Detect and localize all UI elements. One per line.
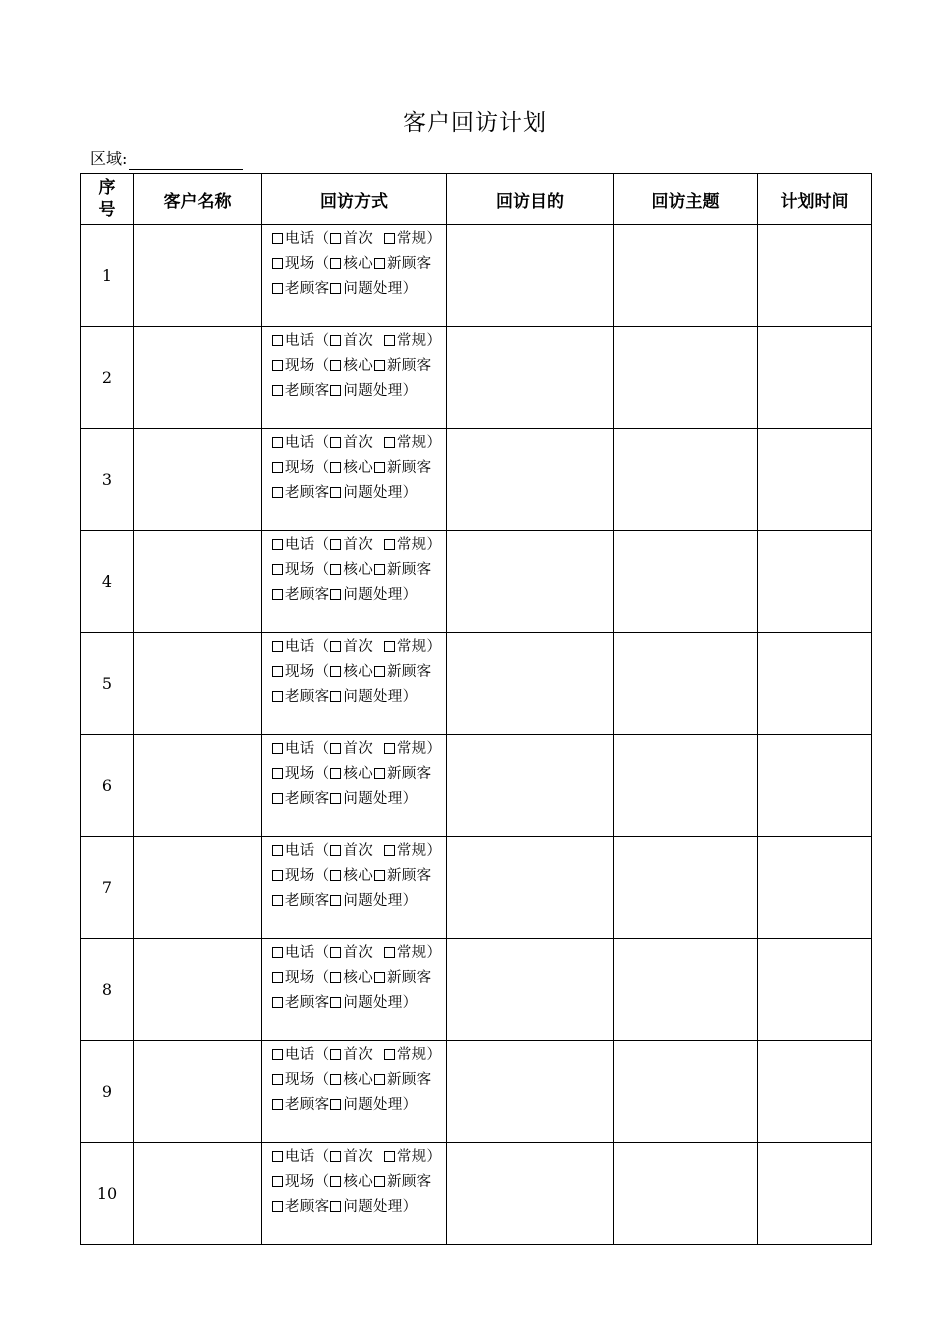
checkbox-onsite[interactable] xyxy=(272,972,283,983)
option-issue-handling: 问题处理 xyxy=(343,383,403,399)
page-title: 客户回访计划 xyxy=(403,110,547,136)
checkbox-onsite[interactable] xyxy=(272,870,283,881)
option-first-time: 首次 xyxy=(343,843,374,859)
cell-seq: 9 xyxy=(81,1041,134,1143)
option-phone: 电话 xyxy=(285,945,315,961)
cell-plan-time[interactable] xyxy=(758,225,872,327)
cell-plan-time[interactable] xyxy=(758,531,872,633)
option-phone: 电话 xyxy=(285,843,315,859)
cell-visit-method: 电话（ 首次 常规）现场（ 核心 新顾客老顾客 问题处理） xyxy=(262,837,447,939)
checkbox-old-customer[interactable] xyxy=(272,487,283,498)
checkbox-issue-handling[interactable] xyxy=(330,691,341,702)
checkbox-old-customer[interactable] xyxy=(272,895,283,906)
option-issue-handling: 问题处理 xyxy=(343,485,403,501)
checkbox-regular[interactable] xyxy=(384,1151,395,1162)
cell-plan-time[interactable] xyxy=(758,1041,872,1143)
checkbox-old-customer[interactable] xyxy=(272,283,283,294)
cell-plan-time[interactable] xyxy=(758,939,872,1041)
cell-plan-time[interactable] xyxy=(758,429,872,531)
cell-customer-name[interactable] xyxy=(134,1041,262,1143)
checkbox-onsite[interactable] xyxy=(272,258,283,269)
cell-visit-method: 电话（ 首次 常规）现场（ 核心 新顾客老顾客 问题处理） xyxy=(262,939,447,1041)
option-regular: 常规 xyxy=(396,231,427,247)
checkbox-phone[interactable] xyxy=(272,539,283,550)
cell-visit-topic[interactable] xyxy=(614,735,758,837)
option-new-customer: 新顾客 xyxy=(387,868,432,884)
checkbox-first-time[interactable] xyxy=(330,743,341,754)
checkbox-regular[interactable] xyxy=(384,845,395,856)
option-issue-handling: 问题处理 xyxy=(343,791,403,807)
cell-visit-purpose[interactable] xyxy=(447,429,614,531)
checkbox-new-customer[interactable] xyxy=(374,870,385,881)
checkbox-phone[interactable] xyxy=(272,437,283,448)
cell-visit-topic[interactable] xyxy=(614,225,758,327)
region-label: 区域: xyxy=(90,149,128,168)
cell-seq: 5 xyxy=(81,633,134,735)
checkbox-phone[interactable] xyxy=(272,335,283,346)
checkbox-regular[interactable] xyxy=(384,539,395,550)
cell-seq: 10 xyxy=(81,1143,134,1245)
option-core: 核心 xyxy=(343,766,374,782)
table-row xyxy=(81,735,872,837)
checkbox-core[interactable] xyxy=(330,972,341,983)
checkbox-new-customer[interactable] xyxy=(374,768,385,779)
cell-visit-purpose[interactable] xyxy=(447,225,614,327)
option-new-customer: 新顾客 xyxy=(387,256,432,272)
option-issue-handling: 问题处理 xyxy=(343,281,403,297)
option-first-time: 首次 xyxy=(343,741,374,757)
option-core: 核心 xyxy=(343,256,374,272)
checkbox-core[interactable] xyxy=(330,870,341,881)
checkbox-phone[interactable] xyxy=(272,845,283,856)
checkbox-onsite[interactable] xyxy=(272,564,283,575)
option-onsite: 现场 xyxy=(285,562,315,578)
option-regular: 常规 xyxy=(396,1047,427,1063)
option-issue-handling: 问题处理 xyxy=(343,893,403,909)
cell-plan-time[interactable] xyxy=(758,837,872,939)
cell-customer-name[interactable] xyxy=(134,327,262,429)
table-body xyxy=(81,225,872,1245)
cell-seq: 4 xyxy=(81,531,134,633)
cell-seq: 7 xyxy=(81,837,134,939)
cell-visit-topic[interactable] xyxy=(614,1041,758,1143)
cell-visit-topic[interactable] xyxy=(614,633,758,735)
option-regular: 常规 xyxy=(396,741,427,757)
cell-seq: 6 xyxy=(81,735,134,837)
checkbox-new-customer[interactable] xyxy=(374,360,385,371)
checkbox-issue-handling[interactable] xyxy=(330,283,341,294)
option-first-time: 首次 xyxy=(343,945,374,961)
option-old-customer: 老顾客 xyxy=(285,995,330,1011)
option-issue-handling: 问题处理 xyxy=(343,995,403,1011)
cell-visit-purpose[interactable] xyxy=(447,1143,614,1245)
cell-customer-name[interactable] xyxy=(134,837,262,939)
checkbox-new-customer[interactable] xyxy=(374,564,385,575)
option-old-customer: 老顾客 xyxy=(285,587,330,603)
option-issue-handling: 问题处理 xyxy=(343,1199,403,1215)
checkbox-regular[interactable] xyxy=(384,947,395,958)
cell-visit-purpose[interactable] xyxy=(447,735,614,837)
option-onsite: 现场 xyxy=(285,256,315,272)
checkbox-issue-handling[interactable] xyxy=(330,793,341,804)
table-row xyxy=(81,1143,872,1245)
option-regular: 常规 xyxy=(396,843,427,859)
cell-visit-purpose[interactable] xyxy=(447,327,614,429)
checkbox-issue-handling[interactable] xyxy=(330,589,341,600)
option-old-customer: 老顾客 xyxy=(285,893,330,909)
option-first-time: 首次 xyxy=(343,231,374,247)
checkbox-new-customer[interactable] xyxy=(374,258,385,269)
checkbox-core[interactable] xyxy=(330,1176,341,1187)
option-issue-handling: 问题处理 xyxy=(343,689,403,705)
cell-plan-time[interactable] xyxy=(758,633,872,735)
checkbox-phone[interactable] xyxy=(272,1151,283,1162)
option-phone: 电话 xyxy=(285,639,315,655)
table-row xyxy=(81,633,872,735)
checkbox-issue-handling[interactable] xyxy=(330,895,341,906)
option-core: 核心 xyxy=(343,970,374,986)
cell-visit-method: 电话（ 首次 常规）现场（ 核心 新顾客老顾客 问题处理） xyxy=(262,225,447,327)
option-first-time: 首次 xyxy=(343,1149,374,1165)
option-phone: 电话 xyxy=(285,537,315,553)
checkbox-regular[interactable] xyxy=(384,437,395,448)
option-onsite: 现场 xyxy=(285,1174,315,1190)
cell-visit-method: 电话（ 首次 常规）现场（ 核心 新顾客老顾客 问题处理） xyxy=(262,1143,447,1245)
option-new-customer: 新顾客 xyxy=(387,1072,432,1088)
option-first-time: 首次 xyxy=(343,1047,374,1063)
option-core: 核心 xyxy=(343,868,374,884)
option-core: 核心 xyxy=(343,664,374,680)
cell-visit-topic[interactable] xyxy=(614,429,758,531)
checkbox-first-time[interactable] xyxy=(330,437,341,448)
checkbox-regular[interactable] xyxy=(384,335,395,346)
checkbox-core[interactable] xyxy=(330,258,341,269)
option-old-customer: 老顾客 xyxy=(285,1097,330,1113)
option-old-customer: 老顾客 xyxy=(285,485,330,501)
option-issue-handling: 问题处理 xyxy=(343,1097,403,1113)
option-onsite: 现场 xyxy=(285,664,315,680)
table-row xyxy=(81,531,872,633)
option-first-time: 首次 xyxy=(343,639,374,655)
checkbox-new-customer[interactable] xyxy=(374,1176,385,1187)
option-first-time: 首次 xyxy=(343,537,374,553)
checkbox-old-customer[interactable] xyxy=(272,385,283,396)
checkbox-phone[interactable] xyxy=(272,947,283,958)
option-old-customer: 老顾客 xyxy=(285,791,330,807)
header-seq-line1: 序 xyxy=(98,178,116,198)
cell-visit-method: 电话（ 首次 常规）现场（ 核心 新顾客老顾客 问题处理） xyxy=(262,735,447,837)
cell-visit-purpose[interactable] xyxy=(447,939,614,1041)
checkbox-onsite[interactable] xyxy=(272,1176,283,1187)
checkbox-old-customer[interactable] xyxy=(272,589,283,600)
cell-visit-method: 电话（ 首次 常规）现场（ 核心 新顾客老顾客 问题处理） xyxy=(262,531,447,633)
checkbox-regular[interactable] xyxy=(384,743,395,754)
option-regular: 常规 xyxy=(396,435,427,451)
checkbox-first-time[interactable] xyxy=(330,233,341,244)
cell-plan-time[interactable] xyxy=(758,327,872,429)
table-row xyxy=(81,837,872,939)
checkbox-core[interactable] xyxy=(330,564,341,575)
option-old-customer: 老顾客 xyxy=(285,689,330,705)
cell-customer-name[interactable] xyxy=(134,939,262,1041)
region-input-line[interactable] xyxy=(129,151,243,170)
checkbox-core[interactable] xyxy=(330,1074,341,1085)
option-issue-handling: 问题处理 xyxy=(343,587,403,603)
cell-visit-topic[interactable] xyxy=(614,837,758,939)
option-old-customer: 老顾客 xyxy=(285,281,330,297)
cell-visit-method: 电话（ 首次 常规）现场（ 核心 新顾客老顾客 问题处理） xyxy=(262,429,447,531)
cell-visit-purpose[interactable] xyxy=(447,1041,614,1143)
option-core: 核心 xyxy=(343,1072,374,1088)
checkbox-old-customer[interactable] xyxy=(272,1099,283,1110)
header-seq xyxy=(81,174,134,225)
option-phone: 电话 xyxy=(285,435,315,451)
cell-visit-method: 电话（ 首次 常规）现场（ 核心 新顾客老顾客 问题处理） xyxy=(262,633,447,735)
cell-customer-name[interactable] xyxy=(134,1143,262,1245)
checkbox-regular[interactable] xyxy=(384,233,395,244)
checkbox-new-customer[interactable] xyxy=(374,972,385,983)
table-row xyxy=(81,327,872,429)
option-regular: 常规 xyxy=(396,333,427,349)
checkbox-onsite[interactable] xyxy=(272,1074,283,1085)
checkbox-first-time[interactable] xyxy=(330,845,341,856)
option-first-time: 首次 xyxy=(343,333,374,349)
checkbox-phone[interactable] xyxy=(272,743,283,754)
option-onsite: 现场 xyxy=(285,868,315,884)
option-onsite: 现场 xyxy=(285,1072,315,1088)
checkbox-new-customer[interactable] xyxy=(374,1074,385,1085)
checkbox-regular[interactable] xyxy=(384,641,395,652)
checkbox-phone[interactable] xyxy=(272,1049,283,1060)
option-core: 核心 xyxy=(343,562,374,578)
checkbox-core[interactable] xyxy=(330,768,341,779)
checkbox-issue-handling[interactable] xyxy=(330,997,341,1008)
header-visit-method: 回访方式 xyxy=(262,174,447,225)
checkbox-new-customer[interactable] xyxy=(374,666,385,677)
checkbox-issue-handling[interactable] xyxy=(330,1201,341,1212)
table-row xyxy=(81,429,872,531)
checkbox-phone[interactable] xyxy=(272,233,283,244)
checkbox-first-time[interactable] xyxy=(330,947,341,958)
option-first-time: 首次 xyxy=(343,435,374,451)
option-phone: 电话 xyxy=(285,333,315,349)
header-customer-name: 客户名称 xyxy=(134,174,262,225)
cell-plan-time[interactable] xyxy=(758,1143,872,1245)
checkbox-issue-handling[interactable] xyxy=(330,487,341,498)
checkbox-issue-handling[interactable] xyxy=(330,385,341,396)
cell-visit-topic[interactable] xyxy=(614,531,758,633)
checkbox-first-time[interactable] xyxy=(330,1049,341,1060)
cell-customer-name[interactable] xyxy=(134,633,262,735)
cell-seq: 2 xyxy=(81,327,134,429)
cell-visit-topic[interactable] xyxy=(614,1143,758,1245)
cell-seq: 8 xyxy=(81,939,134,1041)
option-regular: 常规 xyxy=(396,639,427,655)
cell-plan-time[interactable] xyxy=(758,735,872,837)
cell-seq: 1 xyxy=(81,225,134,327)
cell-customer-name[interactable] xyxy=(134,735,262,837)
cell-visit-purpose[interactable] xyxy=(447,531,614,633)
option-old-customer: 老顾客 xyxy=(285,383,330,399)
checkbox-core[interactable] xyxy=(330,666,341,677)
cell-visit-topic[interactable] xyxy=(614,327,758,429)
checkbox-onsite[interactable] xyxy=(272,666,283,677)
option-onsite: 现场 xyxy=(285,766,315,782)
region-field xyxy=(90,148,243,170)
option-phone: 电话 xyxy=(285,231,315,247)
option-core: 核心 xyxy=(343,1174,374,1190)
option-new-customer: 新顾客 xyxy=(387,664,432,680)
option-onsite: 现场 xyxy=(285,358,315,374)
cell-visit-purpose[interactable] xyxy=(447,837,614,939)
checkbox-old-customer[interactable] xyxy=(272,691,283,702)
table-row xyxy=(81,225,872,327)
header-visit-purpose: 回访目的 xyxy=(447,174,614,225)
option-new-customer: 新顾客 xyxy=(387,358,432,374)
checkbox-core[interactable] xyxy=(330,360,341,371)
checkbox-new-customer[interactable] xyxy=(374,462,385,473)
checkbox-regular[interactable] xyxy=(384,1049,395,1060)
option-old-customer: 老顾客 xyxy=(285,1199,330,1215)
checkbox-onsite[interactable] xyxy=(272,768,283,779)
option-phone: 电话 xyxy=(285,741,315,757)
checkbox-old-customer[interactable] xyxy=(272,793,283,804)
cell-seq: 3 xyxy=(81,429,134,531)
option-onsite: 现场 xyxy=(285,460,315,476)
checkbox-first-time[interactable] xyxy=(330,335,341,346)
option-phone: 电话 xyxy=(285,1149,315,1165)
option-new-customer: 新顾客 xyxy=(387,970,432,986)
checkbox-first-time[interactable] xyxy=(330,539,341,550)
option-new-customer: 新顾客 xyxy=(387,1174,432,1190)
option-core: 核心 xyxy=(343,358,374,374)
option-regular: 常规 xyxy=(396,1149,427,1165)
option-regular: 常规 xyxy=(396,537,427,553)
checkbox-onsite[interactable] xyxy=(272,360,283,371)
table-row xyxy=(81,1041,872,1143)
cell-customer-name[interactable] xyxy=(134,531,262,633)
checkbox-onsite[interactable] xyxy=(272,462,283,473)
cell-customer-name[interactable] xyxy=(134,429,262,531)
header-seq-line2: 号 xyxy=(98,200,116,220)
cell-visit-method: 电话（ 首次 常规）现场（ 核心 新顾客老顾客 问题处理） xyxy=(262,1041,447,1143)
option-new-customer: 新顾客 xyxy=(387,562,432,578)
cell-visit-purpose[interactable] xyxy=(447,633,614,735)
cell-visit-topic[interactable] xyxy=(614,939,758,1041)
option-phone: 电话 xyxy=(285,1047,315,1063)
table-header-row xyxy=(81,174,872,225)
cell-customer-name[interactable] xyxy=(134,225,262,327)
option-regular: 常规 xyxy=(396,945,427,961)
checkbox-old-customer[interactable] xyxy=(272,1201,283,1212)
checkbox-core[interactable] xyxy=(330,462,341,473)
table-row xyxy=(81,939,872,1041)
checkbox-first-time[interactable] xyxy=(330,641,341,652)
checkbox-old-customer[interactable] xyxy=(272,997,283,1008)
checkbox-phone[interactable] xyxy=(272,641,283,652)
option-core: 核心 xyxy=(343,460,374,476)
option-new-customer: 新顾客 xyxy=(387,460,432,476)
cell-visit-method: 电话（ 首次 常规）现场（ 核心 新顾客老顾客 问题处理） xyxy=(262,327,447,429)
header-plan-time: 计划时间 xyxy=(758,174,872,225)
header-visit-topic: 回访主题 xyxy=(614,174,758,225)
checkbox-issue-handling[interactable] xyxy=(330,1099,341,1110)
checkbox-first-time[interactable] xyxy=(330,1151,341,1162)
visit-plan-table xyxy=(80,173,872,1245)
option-onsite: 现场 xyxy=(285,970,315,986)
option-new-customer: 新顾客 xyxy=(387,766,432,782)
